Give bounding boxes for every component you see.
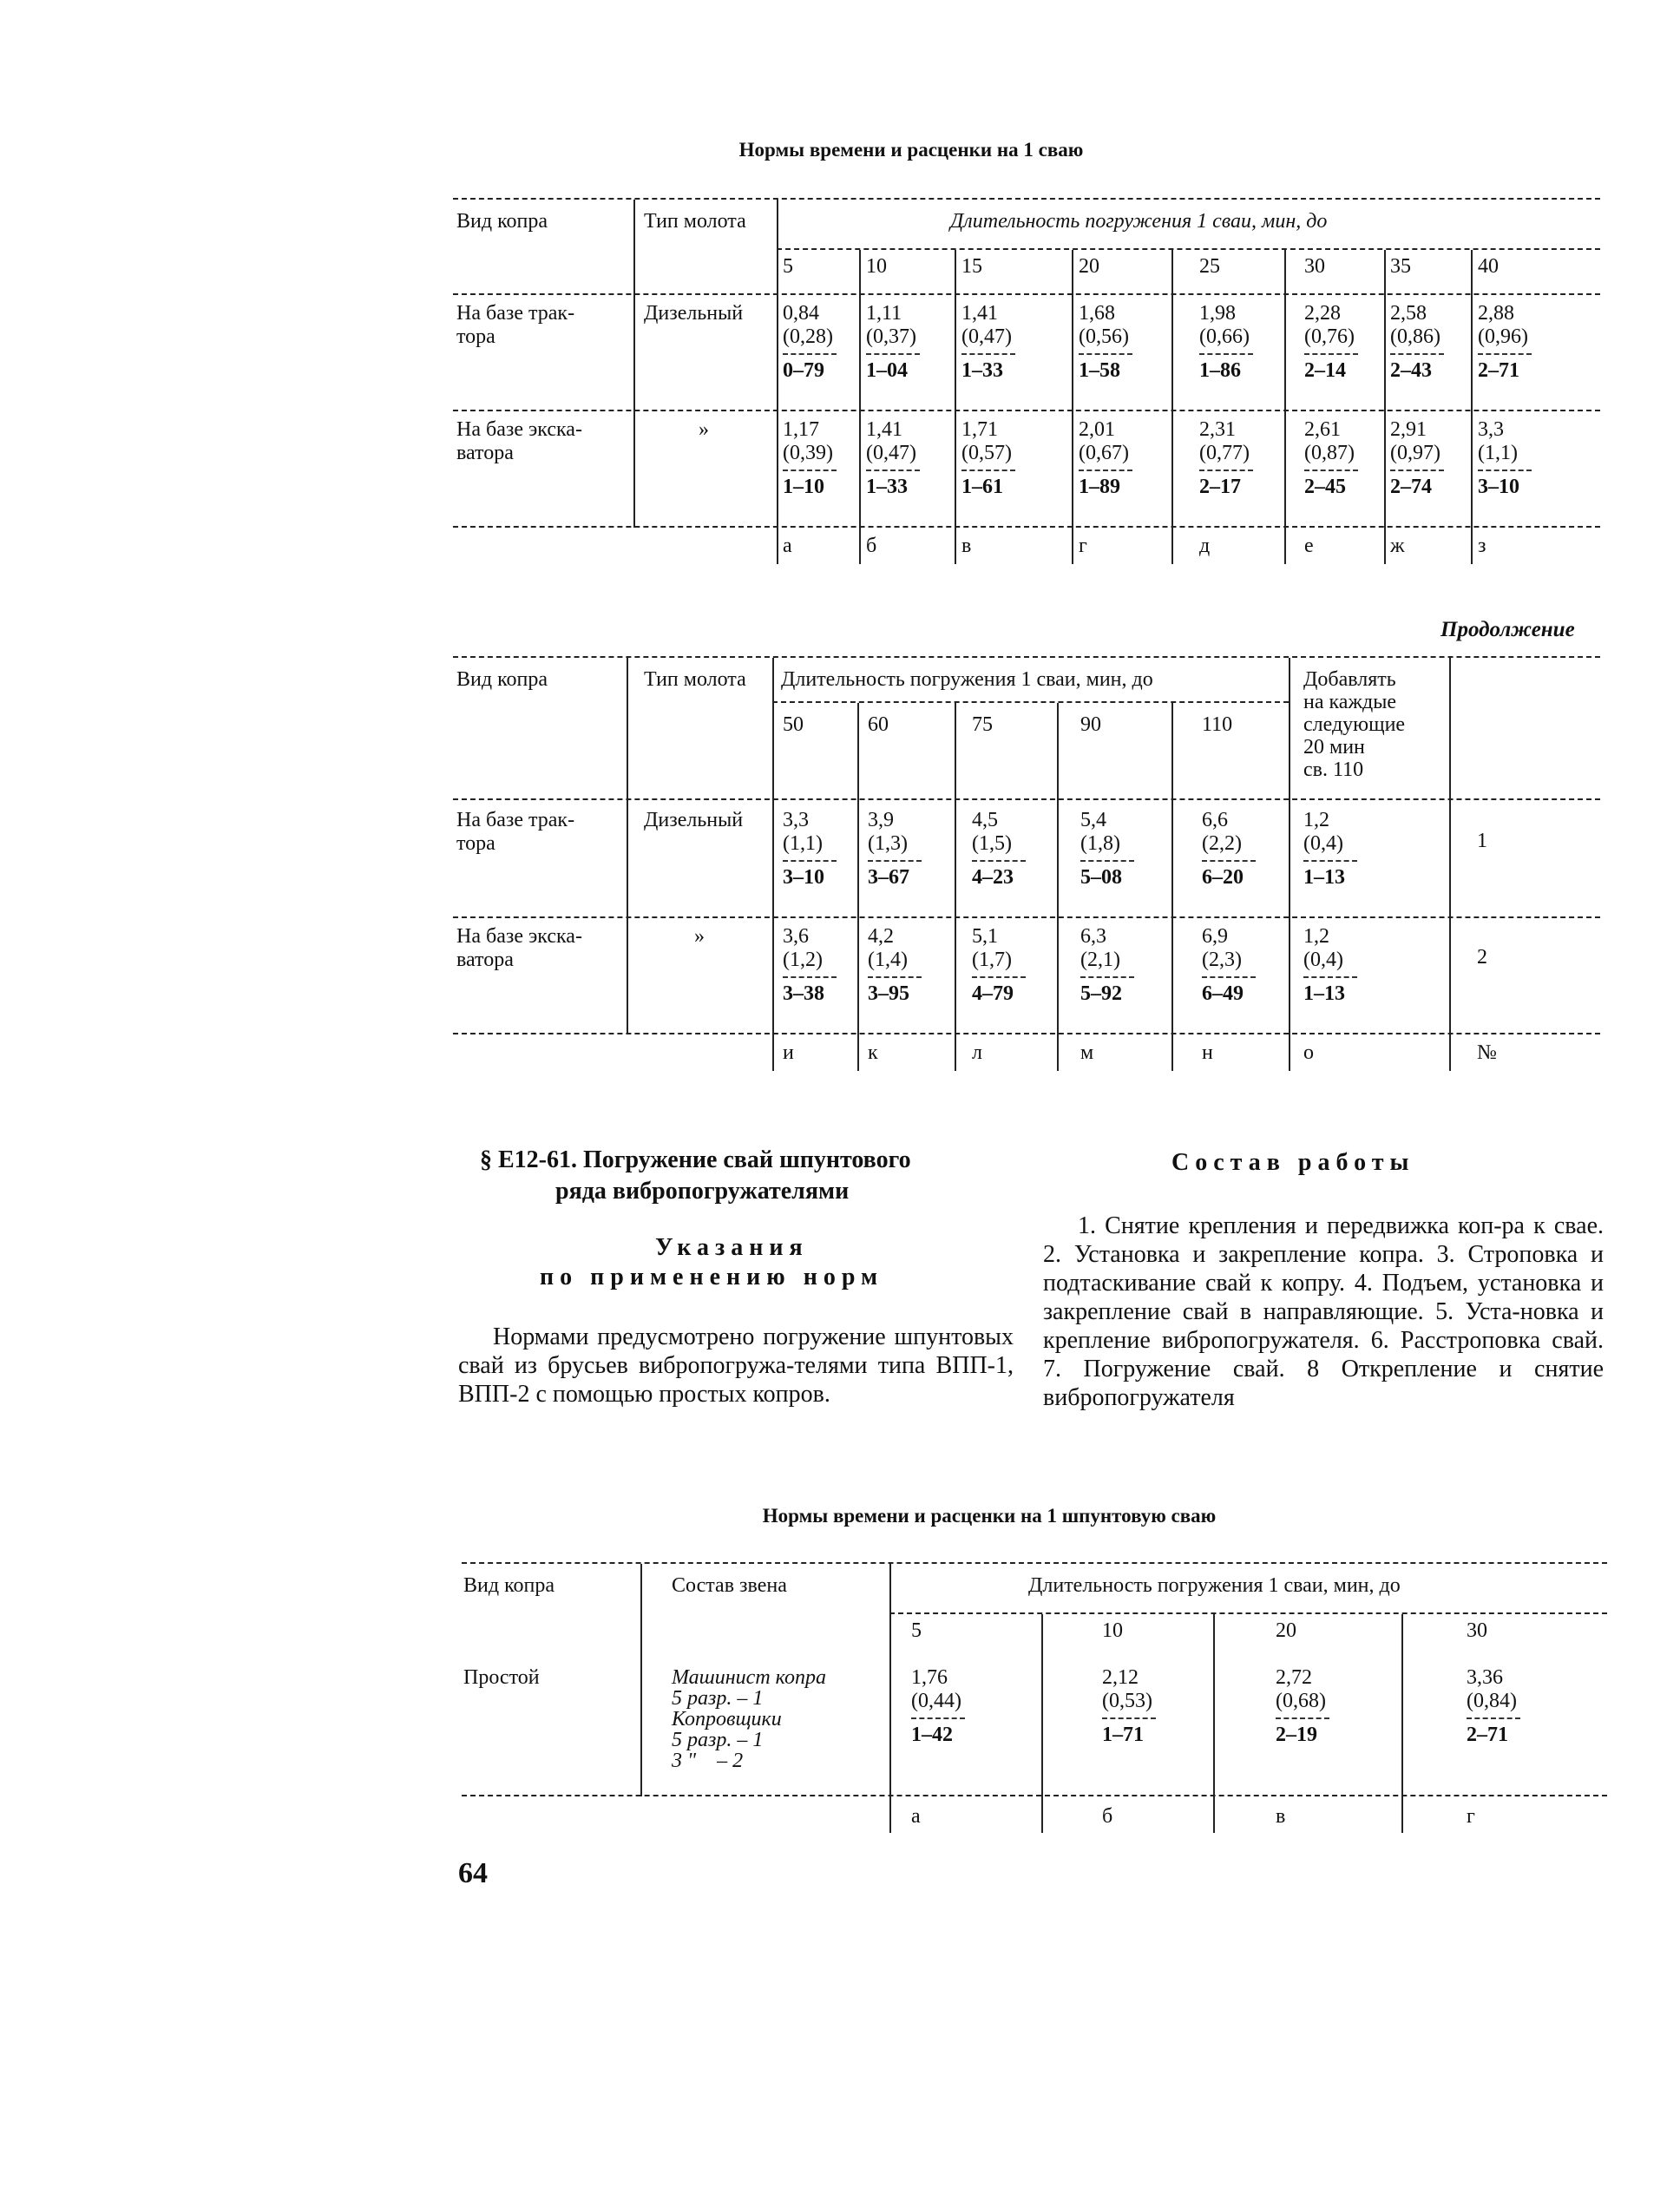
t2-header-hammer: Тип молота [644,668,746,691]
t3-letter-0: а [911,1805,921,1828]
t3-header-duration: Длительность погружения 1 сваи, мин, до [1028,1574,1401,1597]
t2-cell-1-4 [1202,925,1256,1006]
t1-header-kind: Вид копра [456,210,548,233]
t1-cell-1-2-norm: 1,71 [961,418,998,441]
t2-cell-0-5 [1303,809,1357,890]
t2-cell-0-2-machine: (1,5) [972,832,1012,855]
t1-cell-1-4-machine: (0,77) [1199,442,1250,464]
t1-cell-1-4-divider [1199,470,1253,471]
t1-duration-0: 5 [783,255,793,278]
t2-cell-0-4-norm: 6,6 [1202,809,1228,831]
t2-letter-5: о [1303,1041,1314,1064]
t1-cell-1-7-machine: (1,1) [1478,442,1518,464]
t1-cell-1-3-rate: 1–89 [1079,476,1120,498]
t3-cell-2-rate: 2–19 [1276,1724,1317,1746]
t2-cell-1-0-rate: 3–38 [783,982,824,1005]
t2-cell-1-3-divider [1080,976,1134,978]
t2-cell-1-4-divider [1202,976,1256,978]
t2-cell-0-1 [868,809,922,890]
t1-row-hammer-0: Дизельный [644,302,744,325]
t1-header-hammer: Тип молота [644,210,746,233]
t2-header-duration: Длительность погружения 1 сваи, мин, до [781,668,1153,691]
t2-cell-0-2 [972,809,1026,890]
t2-cell-0-4-machine: (2,2) [1202,832,1242,855]
t1-letter-3: г [1079,535,1087,557]
t3-duration-3: 30 [1467,1619,1487,1642]
t1-cell-0-1-rate: 1–04 [866,359,908,382]
t1-cell-1-2 [961,418,1015,499]
t1-cell-1-1-norm: 1,41 [866,418,902,441]
t1-cell-0-0 [783,302,837,383]
t1-cell-1-7-divider [1478,470,1532,471]
t1-header-duration: Длительность погружения 1 сваи, мин, до [950,210,1328,233]
t3-header-kind: Вид копра [463,1574,555,1597]
t3-cell-0-machine: (0,44) [911,1690,961,1712]
t2-cell-0-4-rate: 6–20 [1202,866,1244,889]
t2-cell-1-0-divider [783,976,837,978]
t1-cell-1-2-divider [961,470,1015,471]
t1-cell-0-7-divider [1478,353,1532,355]
t1-cell-0-3-machine: (0,56) [1079,325,1129,348]
t3-duration-2: 20 [1276,1619,1296,1642]
t2-cell-0-0-rate: 3–10 [783,866,824,889]
section-title-line2: ряда вибропогружателями [555,1178,850,1205]
guidance-heading-1: Указания [655,1234,809,1261]
t3-cell-3-norm: 3,36 [1467,1666,1503,1689]
t2-cell-0-5-norm: 1,2 [1303,809,1329,831]
t2-cell-0-3-divider [1080,860,1134,862]
t1-cell-1-1 [866,418,920,499]
t1-row-kind-0: На базе трак- тора [456,302,575,348]
t2-cell-1-5-rate: 1–13 [1303,982,1345,1005]
t3-cell-1 [1102,1666,1156,1747]
t1-cell-1-3 [1079,418,1132,499]
t1-duration-5: 30 [1304,255,1325,278]
t2-duration-1: 60 [868,713,889,736]
t2-row-kind-1: На базе экска- ватора [456,925,582,971]
guidance-heading-2: по применению норм [540,1264,884,1290]
t3-cell-3-machine: (0,84) [1467,1690,1517,1712]
t1-letter-4: д [1199,535,1211,557]
t1-cell-0-2-machine: (0,47) [961,325,1012,348]
t1-cell-1-4 [1199,418,1253,499]
t2-cell-1-0-machine: (1,2) [783,949,823,971]
t2-cell-0-1-norm: 3,9 [868,809,894,831]
t2-letter-0: и [783,1041,794,1064]
t2-duration-4: 110 [1202,713,1233,736]
t1-cell-0-1-machine: (0,37) [866,325,916,348]
t1-cell-1-3-divider [1079,470,1132,471]
t3-cell-0-rate: 1–42 [911,1724,953,1746]
t3-cell-3-rate: 2–71 [1467,1724,1508,1746]
t1-cell-0-2-norm: 1,41 [961,302,998,325]
t1-cell-0-3-divider [1079,353,1132,355]
table1-title: Нормы времени и расценки на 1 сваю [738,139,1084,161]
t2-letter-1: к [868,1041,878,1064]
t1-duration-1: 10 [866,255,887,278]
t1-cell-0-7-norm: 2,88 [1478,302,1514,325]
t1-cell-1-1-machine: (0,47) [866,442,916,464]
t1-cell-0-6 [1390,302,1444,383]
t1-letter-7: з [1478,535,1486,557]
t1-cell-1-0-divider [783,470,837,471]
t1-row-kind-1: На базе экска- ватора [456,418,582,464]
t2-cell-0-1-divider [868,860,922,862]
t1-cell-0-0-machine: (0,28) [783,325,833,348]
t1-cell-0-2-rate: 1–33 [961,359,1003,382]
t2-cell-0-2-divider [972,860,1026,862]
t2-cell-0-3-norm: 5,4 [1080,809,1106,831]
t2-cell-0-3 [1080,809,1134,890]
t2-header-add: Добавлять на каждые следующие 20 мин св. 110 [1303,668,1406,781]
t1-cell-0-3 [1079,302,1132,383]
t1-cell-1-4-norm: 2,31 [1199,418,1236,441]
t1-cell-0-6-rate: 2–43 [1390,359,1432,382]
t3-cell-1-norm: 2,12 [1102,1666,1139,1689]
work-heading: Состав работы [1171,1149,1415,1176]
t1-cell-0-1-norm: 1,11 [866,302,902,325]
t2-cell-0-5-machine: (0,4) [1303,832,1343,855]
t1-duration-4: 25 [1199,255,1220,278]
t2-cell-0-5-rate: 1–13 [1303,866,1345,889]
t1-cell-1-6-divider [1390,470,1444,471]
t3-letter-3: г [1467,1805,1475,1828]
t3-cell-2-divider [1276,1717,1329,1719]
t1-cell-1-6-norm: 2,91 [1390,418,1427,441]
t3-header-crew: Состав звена [672,1574,787,1597]
t1-letter-2: в [961,535,972,557]
t1-cell-1-5-machine: (0,87) [1304,442,1355,464]
t1-cell-0-5-norm: 2,28 [1304,302,1341,325]
t3-duration-0: 5 [911,1619,922,1642]
t1-cell-0-0-rate: 0–79 [783,359,824,382]
t3-cell-0 [911,1666,965,1747]
page-number: 64 [458,1857,488,1889]
t2-row-hammer-0: Дизельный [644,809,744,831]
t1-letter-5: е [1304,535,1314,557]
t1-cell-0-1 [866,302,920,383]
t2-cell-1-1-norm: 4,2 [868,925,894,948]
t3-letter-1: б [1102,1805,1113,1828]
section-title-line1: § Е12-61. Погружение свай шпунтового [480,1146,911,1173]
t1-cell-1-0 [783,418,837,499]
t2-cell-1-1-machine: (1,4) [868,949,908,971]
t2-cell-0-1-machine: (1,3) [868,832,908,855]
t2-cell-0-2-rate: 4–23 [972,866,1014,889]
t2-row-num-0: 1 [1477,830,1487,852]
t1-cell-1-7 [1478,418,1532,499]
t2-cell-1-2-rate: 4–79 [972,982,1014,1005]
t2-letter-4: н [1202,1041,1213,1064]
t1-cell-0-4-norm: 1,98 [1199,302,1236,325]
t1-cell-1-6-rate: 2–74 [1390,476,1432,498]
t2-cell-1-2 [972,925,1026,1006]
t1-cell-1-1-rate: 1–33 [866,476,908,498]
t1-cell-1-2-machine: (0,57) [961,442,1012,464]
t3-crew-line-3: 5 разр. – 1 [672,1729,764,1751]
t3-duration-1: 10 [1102,1619,1123,1642]
t2-cell-0-3-rate: 5–08 [1080,866,1122,889]
guidance-text: Нормами предусмотрено погружение шпунтовых свай из брусьев вибропогружа-телями типа ВПП-1, ВПП-2 с помощью простых копров. [458,1323,1014,1408]
t2-cell-0-4 [1202,809,1256,890]
t2-cell-1-3-norm: 6,3 [1080,925,1106,948]
t1-cell-1-4-rate: 2–17 [1199,476,1241,498]
t2-row-hammer-1: » [694,925,705,948]
t1-cell-0-1-divider [866,353,920,355]
t3-cell-1-rate: 1–71 [1102,1724,1144,1746]
t2-cell-0-2-norm: 4,5 [972,809,998,831]
t2-duration-3: 90 [1080,713,1101,736]
t1-cell-0-0-norm: 0,84 [783,302,819,325]
t2-cell-0-1-rate: 3–67 [868,866,909,889]
t1-cell-1-0-machine: (0,39) [783,442,833,464]
t2-cell-1-2-machine: (1,7) [972,949,1012,971]
t3-cell-2-norm: 2,72 [1276,1666,1312,1689]
t1-cell-0-2 [961,302,1015,383]
t2-cell-1-5 [1303,925,1357,1006]
t1-cell-1-3-norm: 2,01 [1079,418,1115,441]
t2-cell-1-3-rate: 5–92 [1080,982,1122,1005]
t1-cell-0-3-norm: 1,68 [1079,302,1115,325]
t1-cell-0-5-divider [1304,353,1358,355]
t1-cell-0-4-divider [1199,353,1253,355]
t1-cell-0-2-divider [961,353,1015,355]
t1-letter-1: б [866,535,877,557]
t2-header-kind: Вид копра [456,668,548,691]
t2-duration-0: 50 [783,713,804,736]
t2-cell-1-4-norm: 6,9 [1202,925,1228,948]
t1-duration-3: 20 [1079,255,1099,278]
t1-cell-0-7-rate: 2–71 [1478,359,1519,382]
t1-letter-0: а [783,535,792,557]
t2-cell-1-3 [1080,925,1134,1006]
t1-cell-0-7-machine: (0,96) [1478,325,1528,348]
t2-cell-0-0-divider [783,860,837,862]
t2-cell-1-1 [868,925,922,1006]
t2-cell-0-0-norm: 3,3 [783,809,809,831]
t2-cell-1-5-norm: 1,2 [1303,925,1329,948]
t3-crew-line-4: 3 " – 2 [672,1750,744,1772]
t2-cell-1-5-machine: (0,4) [1303,949,1343,971]
t1-cell-0-4 [1199,302,1253,383]
t3-cell-2 [1276,1666,1329,1747]
t3-cell-3-divider [1467,1717,1520,1719]
t3-cell-0-divider [911,1717,965,1719]
t2-cell-1-5-divider [1303,976,1357,978]
t2-cell-0-0 [783,809,837,890]
continuation-label: Продолжение [1440,618,1575,641]
t2-cell-1-2-norm: 5,1 [972,925,998,948]
t1-row-hammer-1: » [699,418,709,441]
t2-cell-1-3-machine: (2,1) [1080,949,1120,971]
t1-cell-1-5-divider [1304,470,1358,471]
t1-letter-6: ж [1390,535,1405,557]
t1-cell-1-0-norm: 1,17 [783,418,819,441]
t1-cell-0-4-rate: 1–86 [1199,359,1241,382]
t2-cell-0-3-machine: (1,8) [1080,832,1120,855]
t3-crew-line-1: 5 разр. – 1 [672,1687,764,1710]
t2-letter-3: м [1080,1041,1094,1064]
table3-title: Нормы времени и расценки на 1 шпунтовую сваю [762,1505,1217,1527]
t2-row-num-1: 2 [1477,946,1487,969]
t1-duration-2: 15 [961,255,982,278]
t1-duration-7: 40 [1478,255,1499,278]
t2-cell-1-0 [783,925,837,1006]
t1-cell-1-7-norm: 3,3 [1478,418,1504,441]
t2-cell-0-4-divider [1202,860,1256,862]
t3-cell-1-machine: (0,53) [1102,1690,1152,1712]
work-text: 1. Снятие крепления и передвижка коп-ра к свае. 2. Установка и закрепление копра. 3. Строповка и подтаскивание свай к копру. 4. Подъем, установка и закрепление свай в направляющие. 5. Уста-новка и крепление вибропогружателя. 6. Расстроповка свай. 7. Погружение свай. 8 Открепление и снятие вибропогружателя [1043,1212,1604,1411]
t2-cell-0-5-divider [1303,860,1357,862]
t3-crew-line-0: Машинист копра [672,1666,826,1689]
t1-cell-1-2-rate: 1–61 [961,476,1003,498]
t1-cell-0-6-divider [1390,353,1444,355]
t3-row-kind: Простой [463,1666,540,1689]
t1-cell-1-7-rate: 3–10 [1478,476,1519,498]
t3-cell-1-divider [1102,1717,1156,1719]
t2-cell-1-1-divider [868,976,922,978]
t2-row-kind-0: На базе трак- тора [456,809,575,855]
t2-duration-2: 75 [972,713,993,736]
t1-cell-1-5 [1304,418,1358,499]
t2-cell-1-4-machine: (2,3) [1202,949,1242,971]
t2-cell-1-1-rate: 3–95 [868,982,909,1005]
t3-cell-2-machine: (0,68) [1276,1690,1326,1712]
t1-duration-6: 35 [1390,255,1411,278]
t1-cell-0-4-machine: (0,66) [1199,325,1250,348]
t1-cell-1-6 [1390,418,1444,499]
t1-cell-0-5-machine: (0,76) [1304,325,1355,348]
t3-cell-0-norm: 1,76 [911,1666,948,1689]
t3-cell-3 [1467,1666,1520,1747]
t1-cell-0-6-norm: 2,58 [1390,302,1427,325]
t1-cell-1-0-rate: 1–10 [783,476,824,498]
t2-cell-1-4-rate: 6–49 [1202,982,1244,1005]
t3-letter-2: в [1276,1805,1286,1828]
t1-cell-0-5-rate: 2–14 [1304,359,1346,382]
t1-cell-0-7 [1478,302,1532,383]
t3-crew-line-2: Копровщики [672,1708,782,1730]
t2-letter-2: л [972,1041,982,1064]
t1-cell-1-3-machine: (0,67) [1079,442,1129,464]
t1-cell-1-1-divider [866,470,920,471]
t2-cell-1-2-divider [972,976,1026,978]
t1-cell-1-5-norm: 2,61 [1304,418,1341,441]
t2-letter-6: № [1477,1041,1497,1064]
t1-cell-1-6-machine: (0,97) [1390,442,1440,464]
t2-cell-0-0-machine: (1,1) [783,832,823,855]
t1-cell-0-0-divider [783,353,837,355]
t1-cell-0-5 [1304,302,1358,383]
t1-cell-0-3-rate: 1–58 [1079,359,1120,382]
t1-cell-1-5-rate: 2–45 [1304,476,1346,498]
t2-cell-1-0-norm: 3,6 [783,925,809,948]
t1-cell-0-6-machine: (0,86) [1390,325,1440,348]
